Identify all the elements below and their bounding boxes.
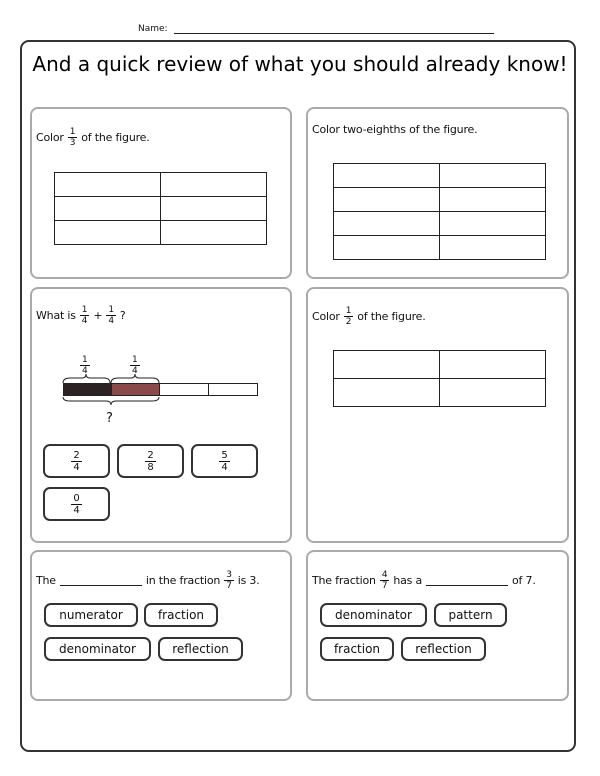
figure-cell[interactable] [334,188,440,212]
choice-num: 2 [73,449,80,461]
question-6-text [312,570,536,591]
q6-answer-blank[interactable] [426,575,508,586]
bar-segment-1 [63,383,112,396]
bar-segment-2 [111,383,160,396]
q5-fraction [224,570,234,591]
q4-figure-grid [333,350,546,407]
q6-suffix: of 7. [512,574,536,587]
bar-label-1-den: 4 [82,366,88,376]
choice-num: 2 [147,449,154,461]
page-title: And a quick review of what you should already know! [32,52,568,76]
q3-a-num: 1 [81,305,88,315]
choice-fraction [145,450,155,473]
q1-frac-num: 1 [69,127,76,137]
q1-prefix: Color [36,131,64,144]
figure-cell[interactable] [161,197,267,221]
q1-figure-grid [54,172,267,245]
question-card-1 [30,107,292,279]
question-card-4 [306,287,569,543]
q4-frac-num: 1 [345,306,352,316]
choice-den: 4 [221,461,228,473]
q4-prefix: Color [312,310,340,323]
figure-cell[interactable] [334,164,440,188]
question-2-text: Color two-eighths of the figure. [312,123,478,136]
word-choice-denominator[interactable]: denominator [44,637,151,661]
choice-den: 4 [73,504,80,516]
figure-cell[interactable] [55,197,161,221]
q1-frac-den: 3 [69,138,76,148]
q5-prefix: The [36,574,56,587]
choice-fraction [71,493,81,516]
bar-label-2 [130,355,140,376]
choice-den: 4 [73,461,80,473]
answer-choice[interactable] [43,444,110,478]
q6-middle: has a [393,574,423,587]
q3-b-num: 1 [108,305,114,315]
q5-answer-blank[interactable] [60,575,142,586]
q5-middle: in the fraction [145,574,221,587]
figure-cell[interactable] [334,236,440,260]
figure-cell[interactable] [334,212,440,236]
question-3-text [36,305,126,326]
figure-cell[interactable] [161,173,267,197]
q1-fraction [68,127,78,148]
name-field[interactable] [174,24,494,34]
name-label: Name: [138,24,168,34]
q3-b-den: 4 [108,316,114,326]
figure-cell[interactable] [161,221,267,245]
question-1-text [36,127,150,148]
choice-fraction [71,450,81,473]
q6-frac-den: 7 [381,581,388,591]
figure-cell[interactable] [55,221,161,245]
word-choice-reflection[interactable]: reflection [158,637,243,661]
bar-question-mark: ? [106,411,113,426]
figure-cell[interactable] [55,173,161,197]
q4-fraction [344,306,354,327]
question-card-2 [306,107,569,279]
bar-segment-4 [208,383,258,396]
q3-a-den: 4 [81,316,88,326]
figure-cell[interactable] [440,379,546,407]
word-choice-pattern[interactable]: pattern [434,603,507,627]
choice-num: 0 [73,492,80,504]
question-4-text [312,306,426,327]
word-choice-reflection[interactable]: reflection [401,637,486,661]
bar-label-2-num: 1 [132,355,138,365]
figure-cell[interactable] [440,212,546,236]
word-choice-fraction[interactable]: fraction [320,637,394,661]
answer-choice[interactable] [191,444,258,478]
q6-fraction [380,570,390,591]
figure-cell[interactable] [440,351,546,379]
bar-label-1-num: 1 [82,355,88,365]
q4-frac-den: 2 [345,317,352,327]
q5-suffix: is 3. [237,574,260,587]
figure-cell[interactable] [334,351,440,379]
answer-choice[interactable] [117,444,184,478]
q2-figure-grid [333,163,546,260]
question-5-text [36,570,260,591]
choice-den: 8 [147,461,154,473]
answer-choice[interactable] [43,487,110,521]
word-choice-fraction[interactable]: fraction [144,603,218,627]
figure-cell[interactable] [440,164,546,188]
bar-label-2-den: 4 [132,366,138,376]
figure-cell[interactable] [440,236,546,260]
q6-frac-num: 4 [381,570,388,580]
q4-suffix: of the figure. [357,310,426,323]
word-choice-denominator[interactable]: denominator [320,603,427,627]
q6-prefix: The fraction [312,574,376,587]
q3-plus: + [93,309,103,322]
bar-label-1 [80,355,90,376]
q3-suffix: ? [119,309,126,322]
choice-fraction [219,450,229,473]
q3-fraction-a [80,305,90,326]
name-row [138,24,494,34]
figure-cell[interactable] [440,188,546,212]
choice-num: 5 [221,449,228,461]
q3-fraction-b [106,305,116,326]
bar-segment-3 [159,383,209,396]
q1-suffix: of the figure. [81,131,150,144]
q5-frac-den: 7 [226,581,232,591]
q5-frac-num: 3 [226,570,232,580]
figure-cell[interactable] [334,379,440,407]
word-choice-numerator[interactable]: numerator [44,603,138,627]
q3-prefix: What is [36,309,76,322]
